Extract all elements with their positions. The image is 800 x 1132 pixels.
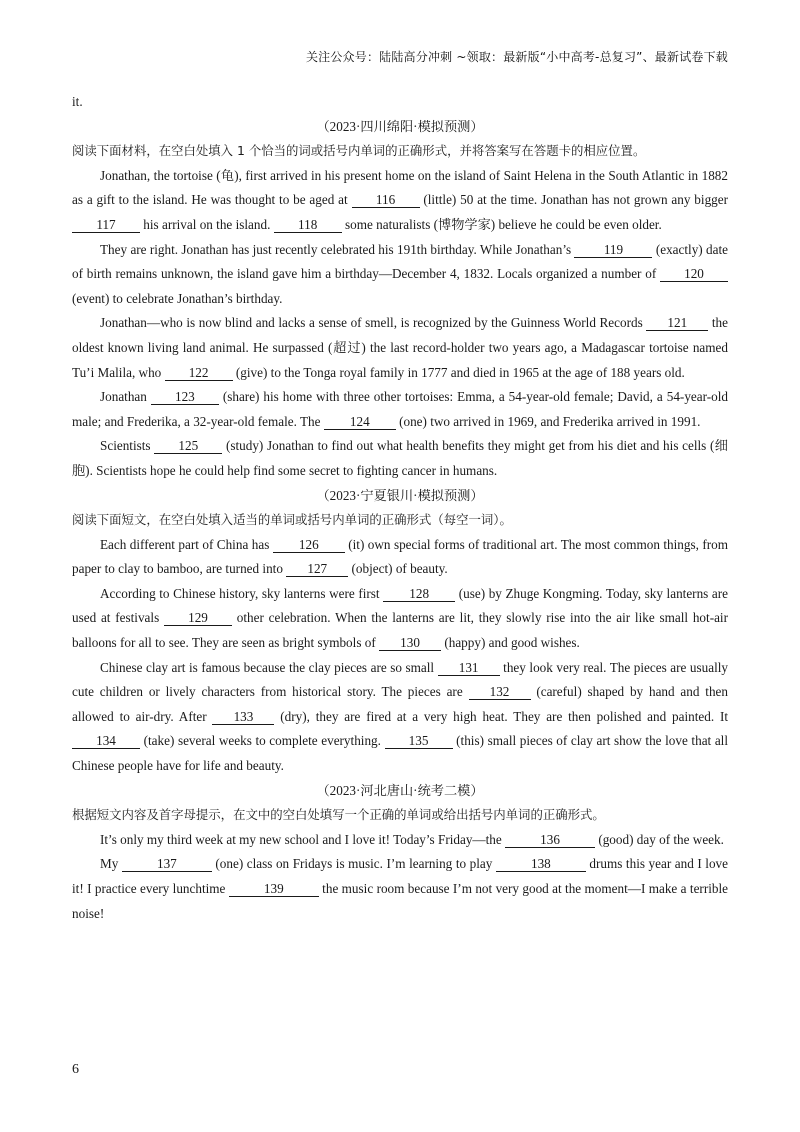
page-header: 关注公众号：陆陆高分冲刺 ~领取：最新版“小中高考-总复习”、最新试卷下载 [305,50,728,64]
passage-text: (study) Jonathan to find out what health benefits they might get from his diet and his cells (细胞). Scientists hope he could help find some secret to fighting cancer in humans. [72,438,728,478]
passage-text: (careful) shaped by hand and then allowed to air-dry. After [72,684,728,724]
passage-paragraph [72,533,728,582]
passage-paragraph [72,828,728,853]
exercise-section [72,115,728,484]
answer-blank[interactable]: 119 [574,243,652,258]
exercise-section [72,779,728,927]
passage-text: Jonathan [100,389,151,405]
passage-text: (give) to the Tonga royal family in 1777 and died in 1965 at the age of 188 years old. [232,364,685,380]
section-source: （2023·河北唐山·统考二模） [316,782,484,798]
page-number: 6 [72,1062,79,1077]
passage-text: (use) by Zhuge Kongming. Today, sky lanterns are used at festivals [72,585,728,626]
answer-blank[interactable]: 134 [72,734,140,749]
answer-blank[interactable]: 124 [324,415,396,430]
passage-text: (take) several weeks to complete everything. [140,733,385,749]
passage-text: (exactly) date of birth remains unknown, the island gave him a birthday—December 4, 1832. Locals organized a number of [72,241,728,282]
answer-blank[interactable]: 122 [165,366,233,381]
passage-text: (share) his home with three other tortoises: Emma, a 54-year-old female; David, a 54-year-old male; and Frederika, a 32-year-old female. The [72,389,728,429]
answer-blank[interactable]: 132 [469,685,531,700]
answer-blank[interactable]: 135 [385,734,453,749]
passage-text: his arrival on the island. [140,216,274,232]
answer-blank[interactable]: 120 [660,267,728,282]
exercise-section [72,484,728,779]
passage-text: Each different part of China has [100,536,273,552]
document-body [72,90,728,926]
passage-text: (good) day of the week. [595,831,724,847]
passage-text: some naturalists (博物学家) believe he could be even older. [341,216,662,232]
top-fragment: it. [72,94,83,109]
exercise-sections [72,115,728,927]
answer-blank[interactable]: 116 [352,193,420,208]
passage-text: (it) own special forms of traditional art. The most common things, from paper to clay to bamboo, are turned into [72,536,728,577]
passage-text: the oldest known living land animal. He surpassed (超过) the last record-holder two years ago, a Madagascar tortoise named Tu’i Malila, who [72,315,728,380]
passage-paragraph [72,164,728,238]
passage-paragraph [72,311,728,385]
passage-text: It’s only my third week at my new school and I love it! Today’s Friday—the [100,831,506,847]
section-instruction: 根据短文内容及首字母提示，在文中的空白处填写一个正确的单词或给出括号内单词的正确形式。 [72,807,605,823]
section-instruction: 阅读下面材料，在空白处填入 1 个恰当的词或括号内单词的正确形式，并将答案写在答题卡的相应位置。 [72,143,646,159]
passage-paragraph [72,385,728,434]
answer-blank[interactable]: 130 [379,636,441,651]
answer-blank[interactable]: 127 [286,562,348,577]
passage-text: (this) small pieces of clay art show the love that all Chinese people have for life and beauty. [72,733,728,774]
passage-text: Jonathan, the tortoise (龟), first arrived in his present home on the island of Saint Helena in the South Atlantic in 1882 as a gift to the island. He was thought to be aged at [72,167,728,208]
answer-blank[interactable]: 118 [274,218,342,233]
passage-text: Jonathan—who is now blind and lacks a sense of smell, is recognized by the Guinness World Records [100,315,647,331]
passage-text: (little) 50 at the time. Jonathan has not grown any bigger [419,192,728,208]
answer-blank[interactable]: 129 [164,611,232,626]
answer-blank[interactable]: 139 [229,882,319,897]
passage-text: Scientists [100,438,155,454]
passage-text: other celebration. When the lanterns are lit, they slowly rise into the air like small hot-air balloons for all to see. They are seen as bright symbols of [72,610,728,651]
answer-blank[interactable]: 121 [646,316,708,331]
passage-text: (dry), they are fired at a very high heat. They are then polished and painted. It [274,708,729,724]
answer-blank[interactable]: 128 [383,587,455,602]
passage-text: drums this year and I love it! I practice every lunchtime [72,856,728,896]
passage-text: (object) of beauty. [348,561,448,577]
passage-text: According to Chinese history, sky lanterns were first [100,585,384,601]
answer-blank[interactable]: 123 [151,390,219,405]
passage-text: They are right. Jonathan has just recently celebrated his 191th birthday. While Jonathan’s [100,241,575,257]
passage-text: (happy) and good wishes. [441,635,580,651]
passage-text: the music room because I’m not very good at the moment—I make a terrible noise! [72,881,728,921]
passage-text: (one) class on Fridays is music. I’m learning to play [211,856,496,872]
answer-blank[interactable]: 125 [154,439,222,454]
passage-text: Chinese clay art is famous because the clay pieces are so small [100,659,438,675]
answer-blank[interactable]: 137 [122,857,212,872]
passage-paragraph [72,434,728,483]
passage-paragraph [72,656,728,779]
passage-paragraph [72,238,728,312]
passage-text: (event) to celebrate Jonathan’s birthday. [72,290,283,306]
section-instruction: 阅读下面短文，在空白处填入适当的单词或括号内单词的正确形式（每空一词）。 [72,512,512,528]
answer-blank[interactable]: 133 [212,710,274,725]
passage-paragraph [72,852,728,926]
passage-text: (one) two arrived in 1969, and Frederika arrived in 1991. [395,413,701,429]
answer-blank[interactable]: 117 [72,218,140,233]
passage-text: they look very real. The pieces are usually cute children or lively characters from historical story. The pieces are [72,659,728,700]
answer-blank[interactable]: 131 [438,661,500,676]
section-source: （2023·宁夏银川·模拟预测） [316,487,484,503]
answer-blank[interactable]: 136 [505,833,595,848]
passage-text: My [100,856,122,872]
passage-paragraph [72,582,728,656]
answer-blank[interactable]: 138 [496,857,586,872]
section-source: （2023·四川绵阳·模拟预测） [316,118,484,134]
answer-blank[interactable]: 126 [273,538,345,553]
